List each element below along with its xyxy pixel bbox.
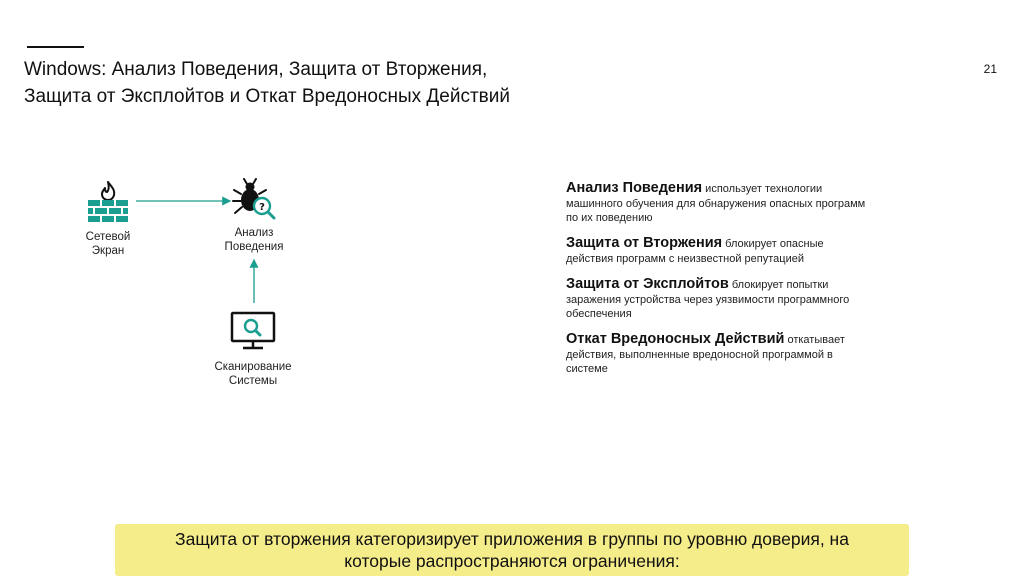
desc-text: использует технологии — [702, 183, 823, 195]
bug-search-icon — [230, 178, 278, 222]
desc-text: блокирует опасные — [722, 238, 824, 250]
desc-intrusion-prevention — [566, 234, 926, 266]
desc-text: откатывает — [784, 334, 845, 346]
desc-exploit-prevention — [566, 275, 926, 321]
desc-term: Защита от Вторжения — [566, 235, 723, 251]
node-scan-label-1: Сканирование — [214, 361, 292, 373]
desc-remediation-engine — [566, 330, 926, 376]
page-number: 21 — [983, 62, 997, 76]
desc-text: по их поведению — [566, 212, 653, 224]
desc-behavior-analysis — [566, 179, 926, 225]
slide-title — [24, 56, 510, 110]
desc-text: заражения устройства через уязвимости программного — [566, 294, 850, 306]
desc-term: Откат Вредоносных Действий — [566, 331, 785, 347]
desc-text: действия программ с неизвестной репутацией — [566, 253, 804, 265]
monitor-search-icon — [229, 310, 277, 352]
desc-text: действия, выполненные вредоносной программой в — [566, 349, 833, 361]
desc-text: системе — [566, 363, 608, 375]
desc-text: машинного обучения для обнаружения опасных программ — [566, 198, 866, 210]
title-rule — [27, 46, 84, 48]
svg-text:?: ? — [259, 202, 265, 213]
node-behavior — [211, 178, 297, 254]
firewall-icon — [84, 178, 132, 226]
node-behavior-label-1: Анализ — [234, 227, 274, 239]
desc-term: Защита от Эксплойтов — [566, 276, 729, 292]
slide-title-line-2: Защита от Эксплойтов и Откат Вредоносных Действий — [24, 86, 510, 107]
slide-title-line-1: Windows: Анализ Поведения, Защита от Вторжения, — [24, 59, 488, 80]
node-firewall-label-1: Сетевой — [85, 231, 131, 243]
node-scan-label-2: Системы — [228, 375, 278, 387]
node-firewall-label-2: Экран — [91, 245, 125, 257]
subtitle-line-1: Защита от вторжения категоризирует приложения в группы по уровню доверия, на — [175, 529, 849, 549]
feature-descriptions — [566, 179, 926, 385]
node-scan — [201, 310, 305, 388]
desc-text: обеспечения — [566, 308, 632, 320]
desc-term: Анализ Поведения — [566, 180, 703, 196]
node-firewall — [68, 178, 148, 258]
subtitle-line-2: которые распространяются ограничения: — [344, 551, 680, 571]
desc-text: блокирует попытки — [728, 279, 829, 291]
video-subtitle — [115, 524, 909, 576]
node-behavior-label-2: Поведения — [224, 241, 284, 253]
